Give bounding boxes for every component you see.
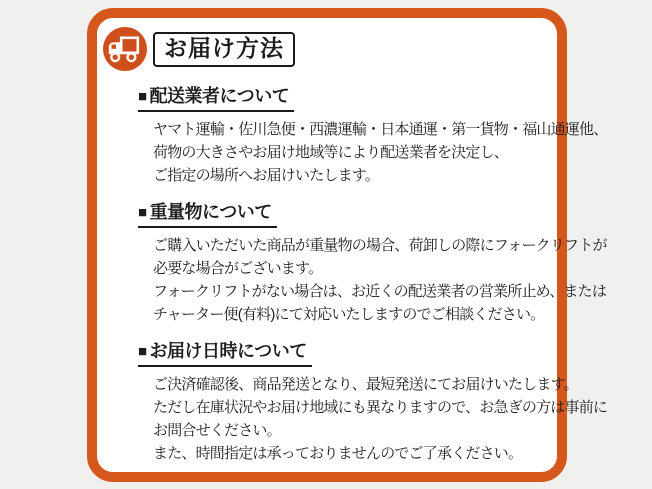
body-line: ご決済確認後、商品発送となり、最短発送にてお届けいたします。	[153, 376, 578, 393]
square-bullet-icon: ■	[138, 343, 147, 360]
body-line: ご指定の場所へお届けいたします。	[153, 167, 380, 184]
body-line: 必要な場合がございます。	[153, 260, 323, 277]
section-carriers-body	[153, 118, 608, 187]
section-heading-label: 配送業者について	[149, 86, 290, 106]
truck-icon	[103, 27, 147, 71]
body-line: 荷物の大きさやお届け地域等により配送業者を決定し、	[153, 144, 509, 161]
body-line: チャーター便(有料)にて対応いたしますのでご相談ください。	[153, 306, 545, 323]
body-line: ただし在庫状況やお届け地域にも異なりますので、お急ぎの方は事前に	[153, 399, 608, 416]
body-line: ヤマト運輸・佐川急便・西濃運輸・日本通運・第一貨物・福山通運他、	[153, 121, 608, 138]
section-delivery-datetime-heading	[138, 337, 312, 367]
body-line: ご購入いただいた商品が重量物の場合、荷卸しの際にフォークリフトが	[153, 237, 607, 254]
square-bullet-icon: ■	[138, 88, 147, 105]
section-carriers	[138, 82, 608, 187]
panel-title: お届け方法	[153, 32, 295, 67]
panel-header	[103, 27, 557, 71]
section-heavy-items-body	[153, 234, 607, 326]
body-line: フォークリフトがない場合は、お近くの配送業者の営業所止め、または	[153, 283, 607, 300]
section-delivery-datetime	[138, 337, 608, 465]
section-heavy-items	[138, 198, 607, 326]
body-line: また、時間指定は承っておりませんのでご了承ください。	[153, 445, 523, 462]
section-heading-label: お届け日時について	[149, 341, 307, 361]
body-line: お問合せください。	[153, 422, 281, 439]
section-carriers-heading	[138, 82, 294, 112]
section-heavy-items-heading	[138, 198, 277, 228]
delivery-info-panel	[87, 8, 608, 482]
sections-container	[138, 82, 608, 465]
square-bullet-icon: ■	[138, 204, 147, 221]
section-heading-label: 重量物について	[149, 202, 272, 222]
section-delivery-datetime-body	[153, 373, 608, 465]
